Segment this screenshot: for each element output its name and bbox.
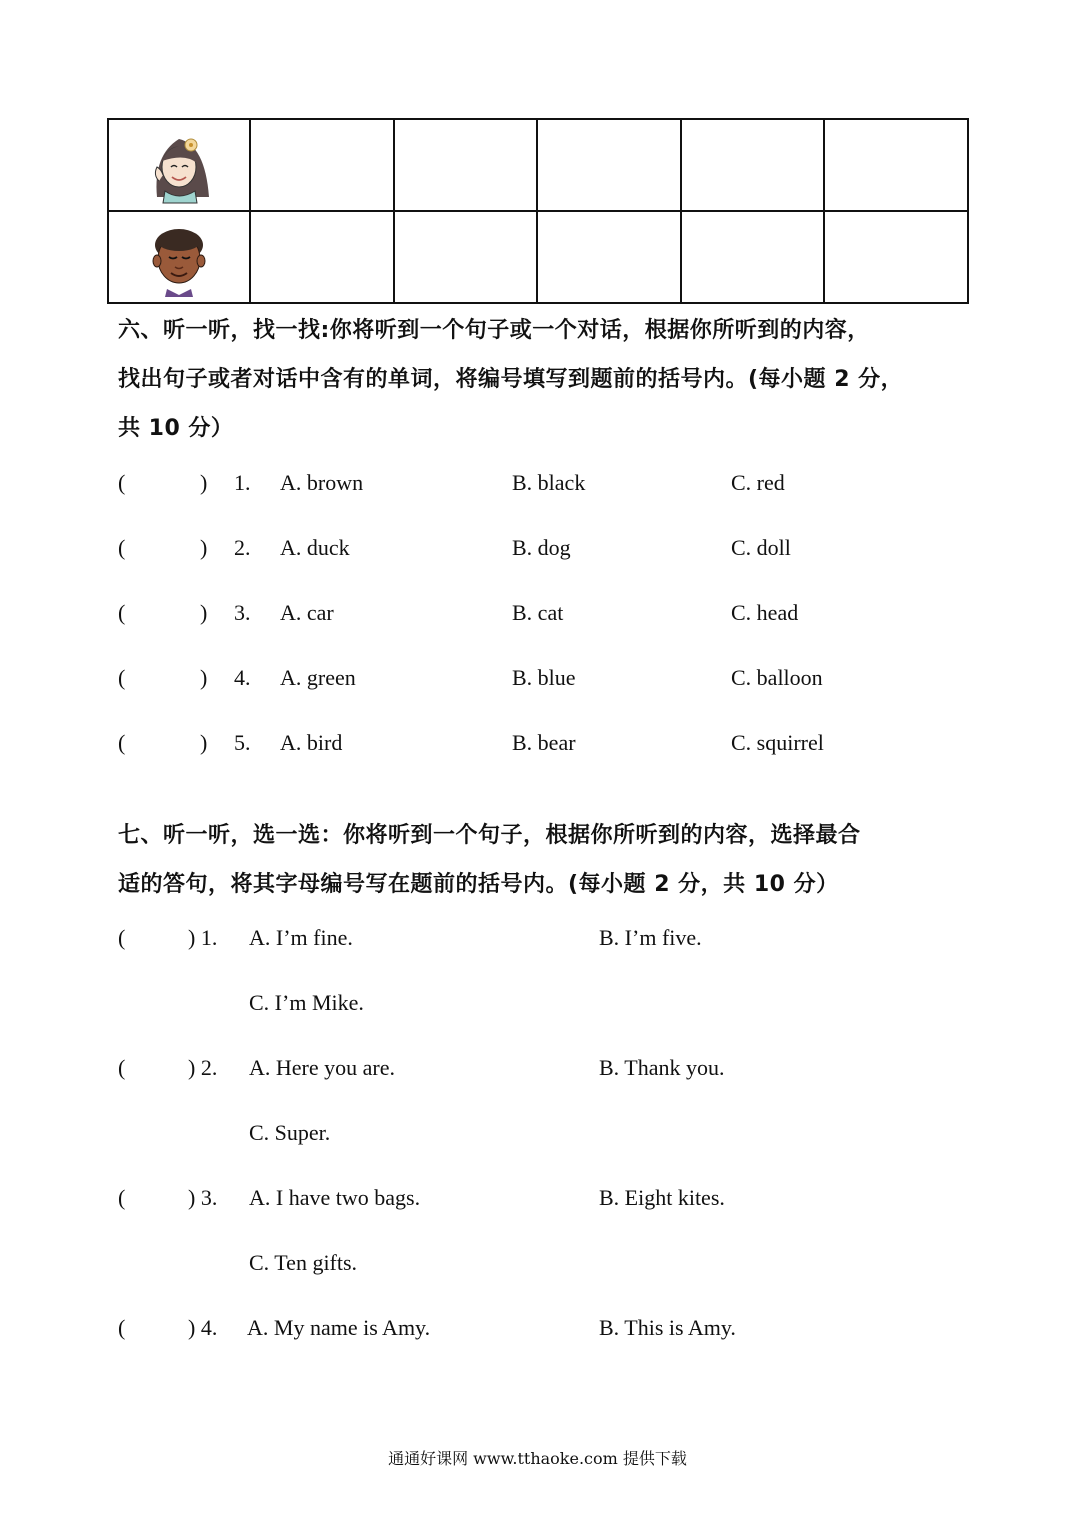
option-c: C. red (731, 470, 785, 495)
section7-item (0, 925, 1075, 955)
option-a: A. I’m fine. (249, 925, 353, 950)
girl-face-icon (139, 125, 219, 205)
option-b: B. Eight kites. (599, 1185, 725, 1210)
section7-item (0, 1185, 1075, 1215)
option-a: A. duck (280, 535, 350, 560)
section6-item (0, 535, 1075, 565)
grid-cell[interactable] (250, 211, 394, 303)
section6-heading-line3: 共 10 分） (118, 416, 234, 441)
option-b: B. cat (512, 600, 564, 625)
grid-cell[interactable] (394, 211, 538, 303)
answer-paren-close: ) (200, 535, 208, 560)
option-c: C. Ten gifts. (249, 1250, 358, 1275)
grid-cell[interactable] (681, 119, 825, 211)
grid-row-girl (108, 119, 968, 211)
answer-paren-open[interactable]: ( (118, 730, 126, 755)
answer-paren-close: ) (200, 730, 208, 755)
option-c: C. head (731, 600, 799, 625)
section7-item (0, 1055, 1075, 1085)
answer-paren-open[interactable]: ( (118, 925, 126, 950)
item-number: ) 4. (188, 1315, 218, 1340)
option-a: A. green (280, 665, 356, 690)
item-number: ) 1. (188, 925, 218, 950)
girl-face-cell (108, 119, 250, 211)
answer-paren-open[interactable]: ( (118, 1185, 126, 1210)
grid-cell[interactable] (537, 211, 681, 303)
section7-heading-line1: 七、听一听，选一选：你将听到一个句子，根据你所听到的内容，选择最合 (118, 823, 861, 848)
section6-heading-line1: 六、听一听，找一找:你将听到一个句子或一个对话，根据你所听到的内容， (118, 318, 870, 343)
option-b: B. black (512, 470, 586, 495)
option-b: B. bear (512, 730, 576, 755)
grid-cell[interactable] (681, 211, 825, 303)
grid-cell[interactable] (250, 119, 394, 211)
answer-paren-open[interactable]: ( (118, 600, 126, 625)
item-number: 1. (234, 470, 251, 495)
section6-item (0, 600, 1075, 630)
answer-paren-close: ) (200, 665, 208, 690)
option-c: C. Super. (249, 1120, 331, 1145)
section7-heading-line2: 适的答句，将其字母编号写在题前的括号内。(每小题 2 分，共 10 分） (118, 872, 839, 897)
grid-cell[interactable] (824, 119, 968, 211)
section7-item (0, 1315, 1075, 1345)
option-b: B. dog (512, 535, 571, 560)
section7-item-cont (0, 990, 1075, 1020)
section6-item (0, 665, 1075, 695)
boy-face-icon (139, 217, 219, 297)
item-number: 5. (234, 730, 251, 755)
grid-row-boy (108, 211, 968, 303)
option-c: C. doll (731, 535, 791, 560)
boy-face-cell (108, 211, 250, 303)
answer-paren-close: ) (200, 600, 208, 625)
answer-paren-open[interactable]: ( (118, 470, 126, 495)
answer-paren-open[interactable]: ( (118, 535, 126, 560)
item-number: ) 3. (188, 1185, 218, 1210)
section7-item-cont (0, 1250, 1075, 1280)
option-a: A. I have two bags. (249, 1185, 421, 1210)
option-a: A. My name is Amy. (247, 1315, 431, 1340)
answer-paren-open[interactable]: ( (118, 665, 126, 690)
answer-grid (107, 118, 969, 304)
option-a: A. bird (280, 730, 343, 755)
option-a: A. car (280, 600, 334, 625)
answer-paren-open[interactable]: ( (118, 1055, 126, 1080)
option-b: B. blue (512, 665, 576, 690)
grid-cell[interactable] (537, 119, 681, 211)
option-b: B. This is Amy. (599, 1315, 736, 1340)
option-b: B. I’m five. (599, 925, 702, 950)
section7-item-cont (0, 1120, 1075, 1150)
grid-cell[interactable] (824, 211, 968, 303)
section6-item (0, 470, 1075, 500)
option-c: C. balloon (731, 665, 823, 690)
option-a: A. Here you are. (249, 1055, 395, 1080)
answer-paren-close: ) (200, 470, 208, 495)
section6-item (0, 730, 1075, 760)
item-number: 2. (234, 535, 251, 560)
item-number: ) 2. (188, 1055, 218, 1080)
page-footer: 通通好课网 www.tthaoke.com 提供下载 (388, 1449, 687, 1468)
option-c: C. squirrel (731, 730, 824, 755)
option-a: A. brown (280, 470, 364, 495)
option-c: C. I’m Mike. (249, 990, 364, 1015)
item-number: 3. (234, 600, 251, 625)
grid-cell[interactable] (394, 119, 538, 211)
option-b: B. Thank you. (599, 1055, 725, 1080)
section6-heading-line2: 找出句子或者对话中含有的单词，将编号填写到题前的括号内。(每小题 2 分， (118, 367, 904, 392)
item-number: 4. (234, 665, 251, 690)
answer-paren-open[interactable]: ( (118, 1315, 126, 1340)
